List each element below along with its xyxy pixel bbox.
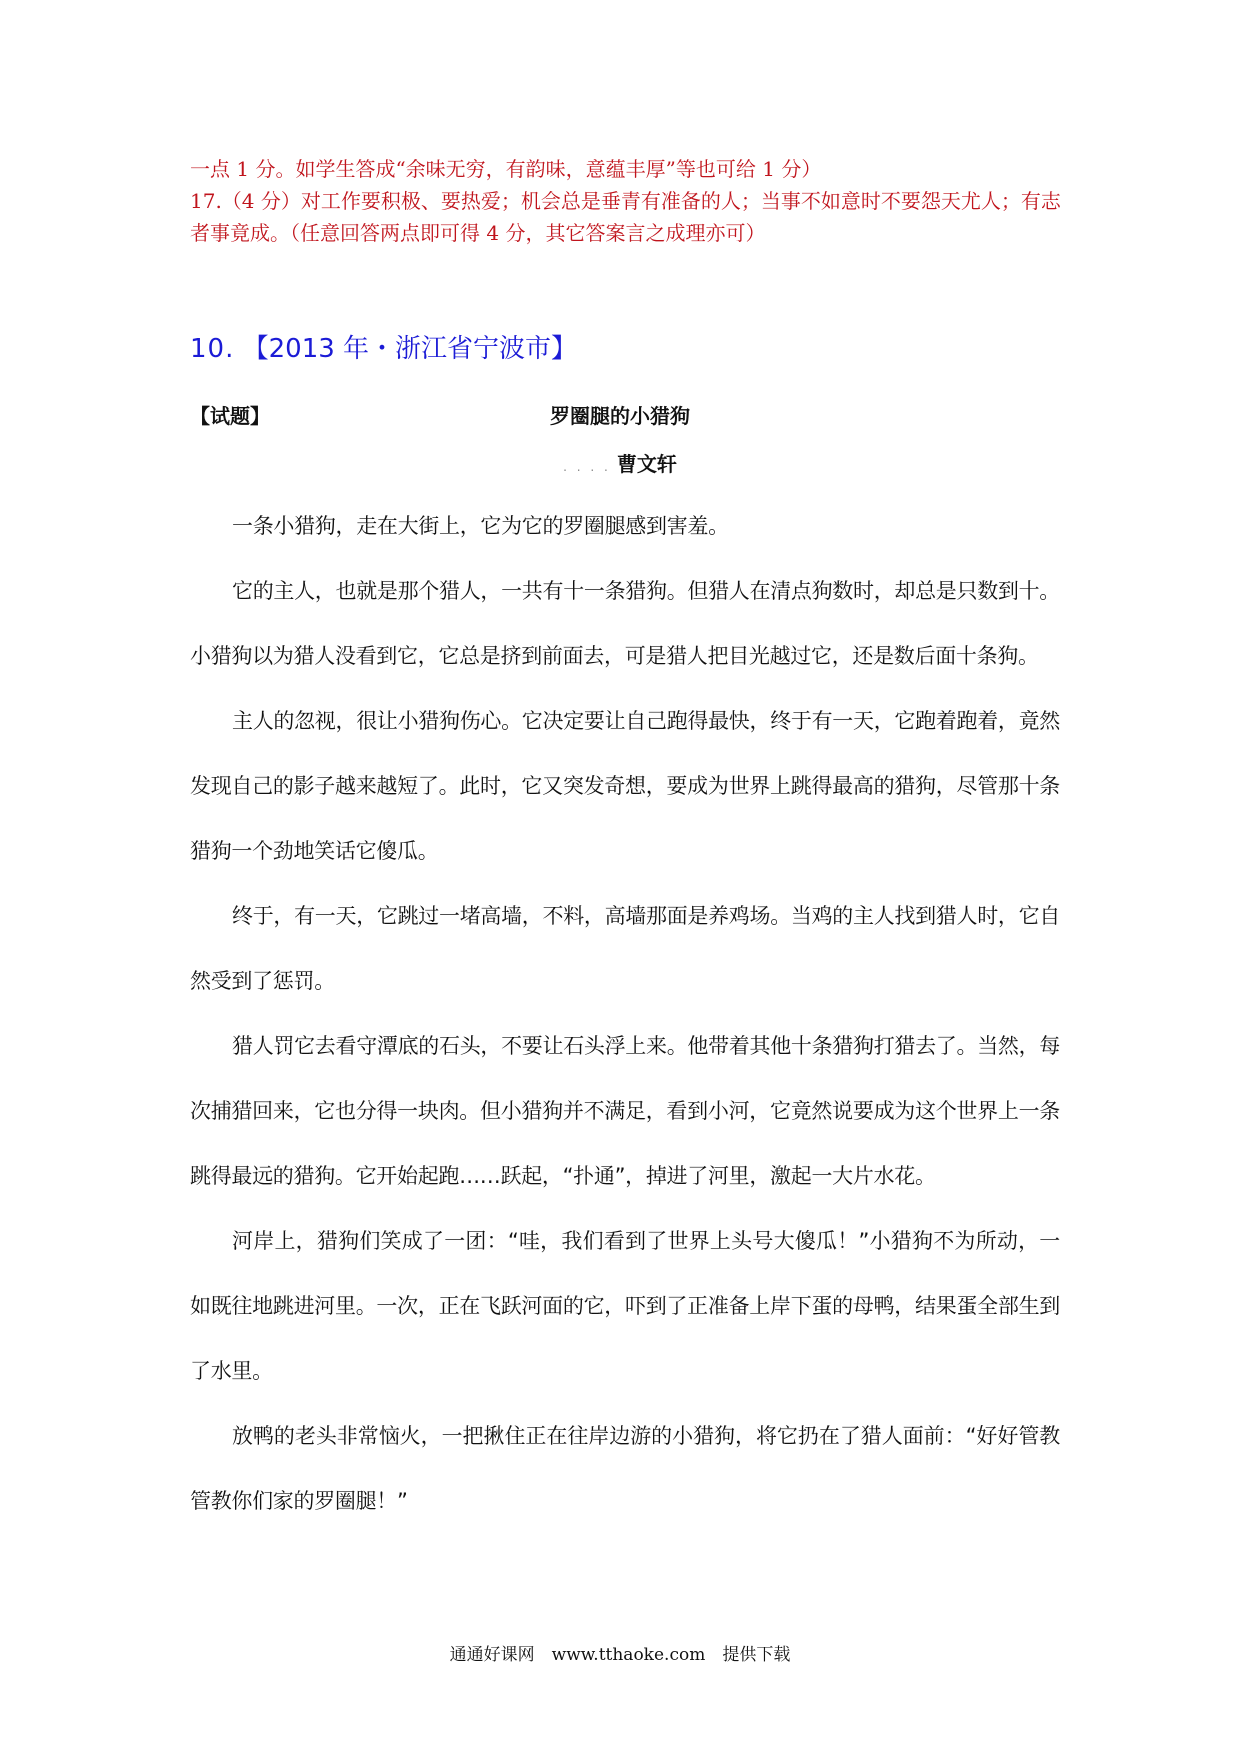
story-paragraph: 河岸上，猎狗们笑成了一团：“哇，我们看到了世界上头号大傻瓜！”小猎狗不为所动，一如既往地跳进河里。一次，正在飞跃河面的它，吓到了正准备上岸下蛋的母鸭，结果蛋全部生到了水里。 [190, 1229, 1060, 1383]
section-number: 10. [190, 334, 235, 364]
answer-17: 17.（4 分）对工作要积极、要热爱；机会总是垂青有准备的人；当事不如意时不要怨天尤人；有志者事竟成。（任意回答两点即可得 4 分，其它答案言之成理亦可） [190, 189, 1061, 245]
section-title: 【2013 年・浙江省宁波市】 [242, 334, 578, 364]
story-paragraph: 终于，有一天，它跳过一堵高墙，不料，高墙那面是养鸡场。当鸡的主人找到猎人时，它自然受到了惩罚。 [190, 904, 1060, 993]
author-dots: . . . . [563, 460, 611, 474]
story-paragraph: 主人的忽视，很让小猎狗伤心。它决定要让自己跑得最快，终于有一天，它跑着跑着，竟然发现自己的影子越来越短了。此时，它又突发奇想，要成为世界上跳得最高的猎狗，尽管那十条猎狗一个劲地笑话它傻瓜。 [190, 709, 1060, 863]
story-body [190, 494, 1060, 1534]
story-paragraph: 它的主人，也就是那个猎人，一共有十一条猎狗。但猎人在清点狗数时，却总是只数到十。小猎狗以为猎人没看到它，它总是挤到前面去，可是猎人把目光越过它，还是数后面十条狗。 [190, 579, 1060, 668]
story-title: 罗圈腿的小猎狗 [550, 404, 690, 428]
story-paragraph: 猎人罚它去看守潭底的石头，不要让石头浮上来。他带着其他十条猎狗打猎去了。当然，每次捕猎回来，它也分得一块肉。但小猎狗并不满足，看到小河，它竟然说要成为这个世界上一条跳得最远的猎狗。它开始起跑……跃起，“扑通”，掉进了河里，激起一大片水花。 [190, 1034, 1060, 1188]
section-heading [190, 328, 577, 365]
story-paragraph: 一条小猎狗，走在大街上，它为它的罗圈腿感到害羞。 [232, 514, 729, 538]
page-footer: 通通好课网 www.tthaoke.com 提供下载 [449, 1645, 791, 1665]
question-label: 【试题】 [190, 404, 270, 428]
answer-text-line: 一点 1 分。如学生答成“余味无穷，有韵味，意蕴丰厚”等也可给 1 分） [190, 157, 822, 181]
story-author [0, 448, 1240, 477]
story-paragraph: 放鸭的老头非常恼火，一把揪住正在往岸边游的小猎狗，将它扔在了猎人面前：“好好管教管教你们家的罗圈腿！” [190, 1424, 1060, 1513]
author-name: 曹文轩 [616, 452, 677, 476]
